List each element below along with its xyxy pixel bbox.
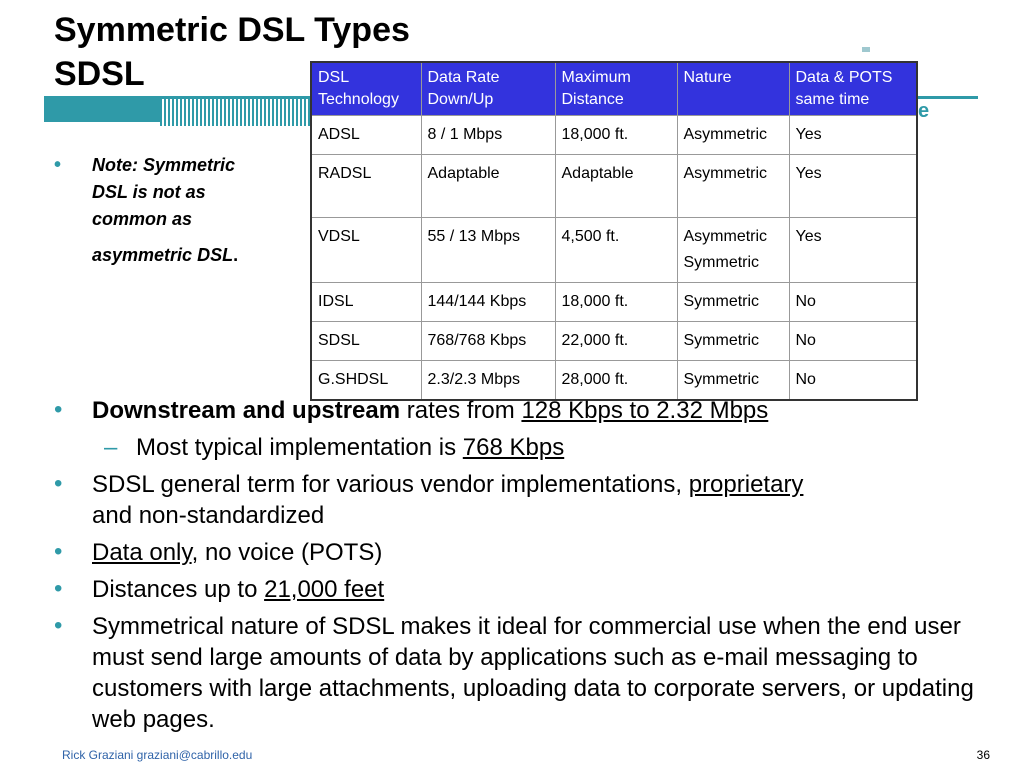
header-stripe — [164, 96, 166, 126]
header-stripe — [268, 96, 270, 126]
table-row — [311, 155, 917, 218]
cell-nature: Symmetric — [677, 361, 789, 401]
cell-data-pots: No — [789, 361, 917, 401]
header-stripe — [272, 96, 274, 126]
bullet-data-only — [54, 537, 994, 568]
table-row — [311, 283, 917, 322]
bullet-general-text: SDSL general term for various vendor implementations, — [92, 471, 689, 498]
cell-data-pots: Yes — [789, 116, 917, 155]
header-nature: Nature — [677, 62, 789, 116]
header-stripe — [296, 96, 298, 126]
header-stripe — [292, 96, 294, 126]
cell-distance: 18,000 ft. — [555, 116, 677, 155]
bullet-rates — [54, 395, 994, 426]
header-stripe — [188, 96, 190, 126]
bullet-distances — [54, 574, 994, 605]
header-stripe — [176, 96, 178, 126]
cell-nature: Asymmetric — [677, 116, 789, 155]
cell-distance: 22,000 ft. — [555, 322, 677, 361]
header-stripe — [184, 96, 186, 126]
cell-nature: Asymmetric Symmetric — [677, 218, 789, 283]
header-stripe — [280, 96, 282, 126]
note-line-1: Note: Symmetric — [92, 155, 236, 175]
bullet-data-only-link: Data only — [92, 539, 192, 566]
bullet-distances-text: Distances up to — [92, 576, 265, 603]
bullet-general-term — [54, 469, 994, 531]
bullet-icon: • — [54, 396, 63, 423]
header-stripe — [288, 96, 290, 126]
bullet-icon: • — [54, 538, 63, 565]
cell-technology: ADSL — [311, 116, 421, 155]
cell-technology: SDSL — [311, 322, 421, 361]
header-stripe — [236, 96, 238, 126]
cell-distance: 18,000 ft. — [555, 283, 677, 322]
cell-distance: Adaptable — [555, 155, 677, 218]
dsl-types-table — [310, 61, 918, 401]
header-stripe — [216, 96, 218, 126]
cell-data-pots: No — [789, 283, 917, 322]
header-stripe — [212, 96, 214, 126]
note-line-2: DSL is not as — [92, 182, 206, 202]
table-row — [311, 116, 917, 155]
header-stripe — [260, 96, 262, 126]
bullet-rates-link: 128 Kbps to 2.32 Mbps — [521, 397, 769, 424]
cell-data-rate: 2.3/2.3 Mbps — [421, 361, 555, 401]
header-dsl-technology: DSL Technology — [311, 62, 421, 116]
header-maximum-distance: Maximum Distance — [555, 62, 677, 116]
header-stripe — [228, 96, 230, 126]
cell-nature: Asymmetric — [677, 155, 789, 218]
bullet-data-only-text: , no voice (POTS) — [191, 539, 383, 566]
logo-fragment: e — [918, 100, 930, 122]
note-line-4-text: asymmetric DSL — [92, 245, 234, 265]
note-line-3: common as — [92, 209, 193, 229]
bullet-rates-bold: Downstream and upstream — [92, 397, 401, 424]
header-stripe — [240, 96, 242, 126]
header-stripe — [264, 96, 266, 126]
header-stripe — [276, 96, 278, 126]
bullet-symmetrical — [54, 611, 994, 735]
header-stripe — [256, 96, 258, 126]
bullet-rates-text: rates from — [400, 397, 522, 424]
cell-nature: Symmetric — [677, 283, 789, 322]
header-stripe — [172, 96, 174, 126]
header-stripe — [304, 96, 306, 126]
cell-distance: 28,000 ft. — [555, 361, 677, 401]
table-row — [311, 218, 917, 283]
header-stripe — [168, 96, 170, 126]
page-number: 36 — [976, 748, 990, 762]
bullet-symmetrical-text: Symmetrical nature of SDSL makes it ideal for commercial use when the end user must send large amounts of data by applications such as e-mail messaging to customers with large attachments, uploading data to corporate servers, or updating web pages. — [92, 613, 974, 733]
cell-technology: RADSL — [311, 155, 421, 218]
header-stripe — [196, 96, 198, 126]
table-header-row — [311, 62, 917, 116]
header-stripe — [284, 96, 286, 126]
table-row — [311, 322, 917, 361]
title-line-1: Symmetric DSL Types — [54, 11, 410, 49]
sub-bullet-typical — [54, 432, 994, 463]
header-stripe — [244, 96, 246, 126]
header-block — [44, 96, 160, 122]
header-stripes — [160, 96, 310, 126]
bullet-list — [54, 395, 994, 741]
sub-bullet-link: 768 Kbps — [462, 434, 565, 461]
cell-technology: IDSL — [311, 283, 421, 322]
header-stripe — [300, 96, 302, 126]
header-stripe — [160, 96, 162, 126]
bullet-icon: • — [54, 612, 63, 639]
header-stripe — [248, 96, 250, 126]
cell-distance: 4,500 ft. — [555, 218, 677, 283]
note-line-4-period: . — [233, 245, 239, 265]
bullet-icon: • — [54, 575, 63, 602]
cell-technology: VDSL — [311, 218, 421, 283]
sub-bullet-text: Most typical implementation is — [136, 434, 463, 461]
header-stripe — [204, 96, 206, 126]
title-line-2: SDSL — [54, 55, 145, 93]
header-stripe — [232, 96, 234, 126]
cell-technology: G.SHDSL — [311, 361, 421, 401]
bullet-general-text-2: and non-standardized — [92, 502, 325, 529]
header-stripe — [220, 96, 222, 126]
bullet-distances-link: 21,000 feet — [264, 576, 385, 603]
cell-data-pots: No — [789, 322, 917, 361]
cell-data-rate: 144/144 Kbps — [421, 283, 555, 322]
header-stripe — [252, 96, 254, 126]
cell-data-rate: Adaptable — [421, 155, 555, 218]
dash-icon: – — [104, 434, 118, 461]
header-stripe — [192, 96, 194, 126]
cell-data-pots: Yes — [789, 218, 917, 283]
cell-nature: Symmetric — [677, 322, 789, 361]
decorative-mark — [862, 47, 870, 52]
bullet-icon: • — [54, 154, 62, 176]
cell-data-rate: 55 / 13 Mbps — [421, 218, 555, 283]
header-stripe — [224, 96, 226, 126]
note-line-4 — [92, 242, 292, 269]
cell-data-rate: 8 / 1 Mbps — [421, 116, 555, 155]
header-stripe — [208, 96, 210, 126]
cell-data-pots: Yes — [789, 155, 917, 218]
bullet-general-link: proprietary — [688, 471, 804, 498]
header-stripe — [180, 96, 182, 126]
header-data-pots: Data & POTS same time — [789, 62, 917, 116]
footer-author: Rick Graziani graziani@cabrillo.edu — [62, 748, 253, 762]
cell-data-rate: 768/768 Kbps — [421, 322, 555, 361]
bullet-icon: • — [54, 470, 63, 497]
header-data-rate: Data Rate Down/Up — [421, 62, 555, 116]
header-stripe — [200, 96, 202, 126]
